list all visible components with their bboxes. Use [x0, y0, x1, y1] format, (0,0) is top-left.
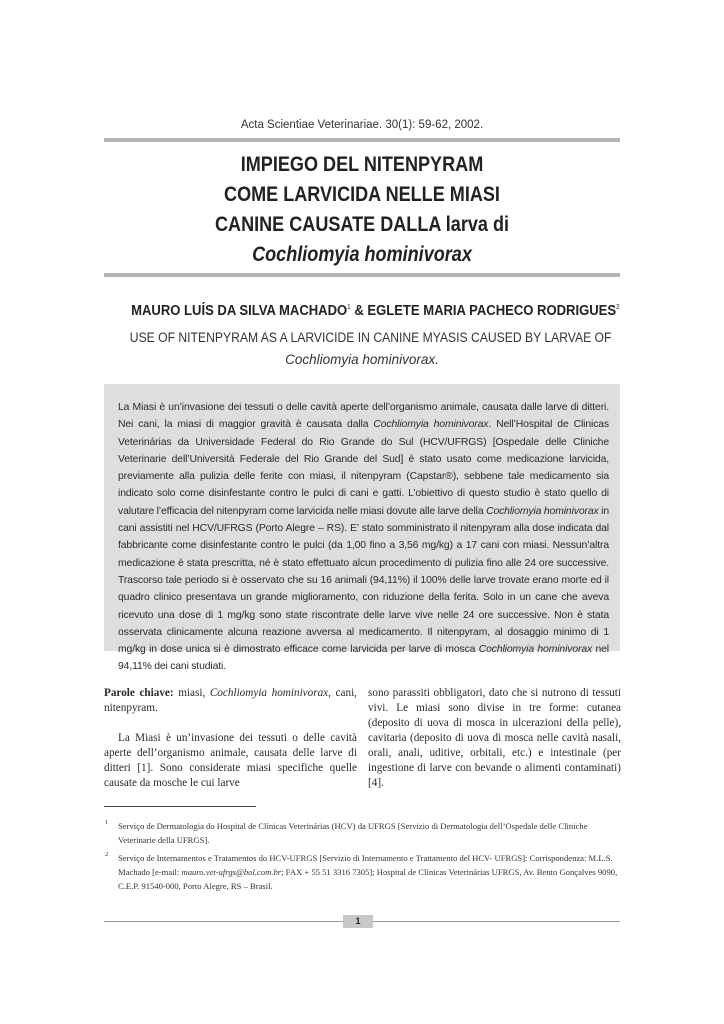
title-bottom-rule: [104, 273, 620, 277]
author-1-affiliation-mark: 1: [347, 304, 351, 312]
abstract-species-3: Cochliomyia hominivorax: [478, 644, 593, 656]
title-line-2: COME LARVICIDA NELLE MIASI: [224, 183, 500, 206]
abstract-part-3: in cani assistiti nel HCV/UFRGS (Porto Alegre – RS). E’ stato somministrato il nitenpyram alla dose indicata dal fabbricante come disinfestante contro le pulci (da 1,00 fino a 3,56 mg/kg) a 17 cani con miasi. Nessun’altra medicazione è stata prescritta, né è stato effettuato alcun procedimento di pulizia fino alle 24 ore successive. Trascorso tale periodo si è osservato che su 16 animali (94,11%) il 100% delle larve trovate erano morte ed il quadro clinico presentava un grande miglioramento, con riduzione della ferita. Solo in un cane che aveva ricevuto una dose di 1 mg/kg sono state riscontrate delle larve vive nelle 24 ore successive. Non è stata osservata clinicamente alcuna reazione avversa al medicamento. Il nitenpyram, al dosaggio minimo di 1 mg/kg in dose unica si è dimostrato efficace come larvicida per larve di mosca: [118, 505, 609, 656]
intro-paragraph-left: La Miasi è un’invasione dei tessuti o delle cavità aperte dell’organismo animale, causata delle larve di ditteri [1]. Sono considerate miasi specifiche quelle causate da mosche le cui larve: [104, 732, 357, 789]
footnote-2-email: mauro.vet-ufrgs@bol.com.br: [181, 867, 282, 877]
title-line-1: IMPIEGO DEL NITENPYRAM: [240, 153, 484, 176]
title-top-rule: [104, 138, 620, 142]
abstract-text: [118, 399, 609, 676]
authors-line: [104, 303, 620, 319]
abstract-species-2: Cochliomyia hominivorax: [486, 505, 599, 517]
keywords-part-2: , cani, nitenpyram.: [104, 687, 357, 714]
footnote-2: [104, 851, 620, 893]
body-column-left: [104, 686, 357, 791]
keywords: [104, 686, 357, 716]
footnotes: [104, 819, 620, 897]
footnote-2-text-a: Serviço de Internamentos e Tratamentos do HCV-UFRGS [Servizio di Internamento e Trattamento del HCV- UFRGS]: Corrispondenza: M.L.S. Machado [e-mail:: [118, 853, 613, 877]
footnote-2-mark: 2: [105, 851, 109, 858]
footnote-2-text-b: ; FAX + 55 51 3316 7305]; Hospital de Clínicas Veterinárias UFRGS, Av. Bento Gonçalves 9090, C.E.P. 91540-000, Porto Alegre, RS – Brasil.: [118, 867, 618, 891]
english-title-line-2: Cochliomyia hominivorax.: [285, 352, 439, 367]
intro-paragraph-right: sono parassiti obbligatori, dato che si nutrono di tessuti vivi. Le miasi sono divise in tre forme: cutanea (deposito di uova di mosca in ulcerazioni della pelle), cavitaria (deposito di uova di mosca nelle cavità nasali, orali, anali, uditive, orbitali, etc.) e intestinale (per ingestione di larve con bevande o alimenti contaminati) [4].: [368, 687, 621, 789]
author-2-affiliation-mark: 2: [616, 304, 620, 312]
authors-separator: &: [350, 303, 368, 319]
abstract-part-1: La Miasi è un’invasione dei tessuti o delle cavità aperte dell’organismo animale, causata dalle larve di ditteri. Nei cani, la miasi di maggior gravità è causata dalla: [118, 402, 609, 431]
abstract-part-4: nel 94,11% dei cani studiati.: [118, 644, 609, 673]
body-column-right: [368, 686, 621, 791]
page-number: 1: [343, 915, 373, 928]
english-title-line-1: USE OF NITENPYRAM AS A LARVICIDE IN CANINE MYASIS CAUSED BY LARVAE OF: [129, 330, 612, 345]
footnote-1-mark: 1: [105, 819, 109, 826]
footnote-1: [104, 819, 620, 847]
journal-citation: Acta Scientiae Veterinariae. 30(1): 59-62, 2002.: [240, 119, 484, 131]
abstract-part-2: . Nell’Hospital de Clinicas Veterinárias da Universidade Federal do Rio Grande do Sul (HCV/UFRGS) [Ospedale delle Cliniche Veterinarie dell’Università Federale del Rio Grande del Sud] è stato usato come medicazione larvicida, previamente alla pulizia delle ferite con miasi, il nitenpyram (Capstar®), sebbene tale medicamento sia indicato solo come disinfestante contro le pulci di cani e gatti. L’obiettivo di questo studio è stato quello di valutare l’efficacia del nitenpyram come larvicida nelle miasi dovute alle larve della: [118, 419, 610, 517]
title-line-3: CANINE CAUSATE DALLA larva di: [214, 213, 510, 236]
abstract-species-1: Cochliomyia hominivorax: [373, 419, 489, 431]
keywords-label: Parole chiave:: [104, 687, 174, 699]
keywords-species: Cochliomyia hominivorax: [209, 687, 329, 699]
footnote-rule: [104, 806, 256, 807]
keywords-part-1: miasi,: [173, 687, 210, 699]
footnote-1-text: Serviço de Dermatologia do Hospital de Clínicas Veterinárias (HCV) da UFRGS [Servizio di Dermatologia dell’Ospedale delle Cliniche Veterinarie della UFRGS].: [118, 821, 588, 845]
author-1: MAURO LUÍS DA SILVA MACHADO: [131, 303, 348, 319]
article-title: [104, 150, 620, 270]
title-line-4-species: Cochliomyia hominivorax: [252, 243, 472, 266]
english-title: [104, 327, 620, 371]
author-2: EGLETE MARIA PACHECO RODRIGUES: [367, 303, 617, 319]
